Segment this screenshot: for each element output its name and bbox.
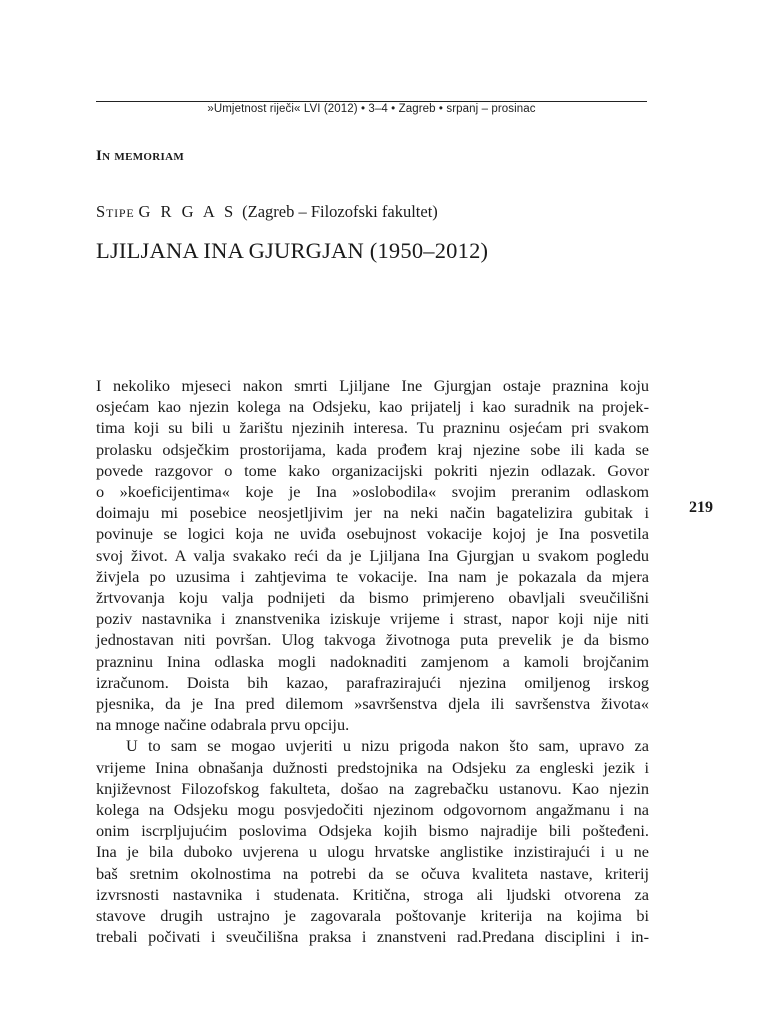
header-rule (96, 101, 647, 102)
text-line: poziv nastavnika i znanstvenika iziskuje vrijeme i strast, napor koji nije niti (96, 609, 649, 629)
author-line (96, 202, 438, 222)
text-line: Ina je bila duboko uvjerena u ulogu hrvatske anglistike inzistirajući i u ne (96, 842, 649, 862)
author-first-name: Stipe (96, 202, 135, 221)
text-line: trebali počivati i sveučilišna praksa i znanstveni rad.Predana disciplini i in- (96, 927, 649, 947)
text-line: I nekoliko mjeseci nakon smrti Ljiljane Ine Gjurgjan ostaje praznina koju (96, 376, 649, 395)
text-line: kolega na Odsjeku mogu posvjedočiti njezinom odgovornom angažmanu i na (96, 800, 649, 820)
paragraph-1 (96, 375, 649, 735)
running-header: »Umjetnost riječi« LVI (2012) • 3–4 • Zagreb • srpanj – prosinac (207, 103, 536, 115)
text-line: povede razgovor o tome kako organizacijski pokriti njezin odlazak. Govor (96, 460, 649, 480)
text-line: U to sam se mogao uvjeriti u nizu prigoda nakon što sam, upravo za (126, 736, 649, 756)
text-line: književnost Filozofskog fakulteta, došao na zagrebačku ustanovu. Kao njezin (96, 778, 649, 798)
author-last-name: G R G A S (138, 202, 237, 221)
text-line: izračunom. Doista bih kazao, parafrazirajući njezina omiljenog irskog (96, 672, 649, 692)
section-label: In memoriam (96, 148, 185, 164)
text-line: tima koji su bili u žarištu njezinih interesa. Tu prazninu osjećam pri svakom (96, 418, 649, 438)
text-line: baš sretnim okolnostima na potrebi da se očuva kvaliteta nastave, kriterij (96, 863, 649, 883)
text-line: svoj život. A valja svakako reći da je Ljiljana Ina Gjurgjan u svakom pogledu (96, 545, 649, 565)
text-line: jednostavan niti površan. Ulog takvoga životnoga puta prevelik je da bismo (96, 630, 649, 650)
text-line: osjećam kao njezin kolega na Odsjeku, kao prijatelj i kao suradnik na projek- (96, 397, 649, 417)
paragraph-2 (96, 735, 649, 947)
text-line: pjesnika, da je Ina pred dilemom »savršenstva djela ili savršenstva života« (96, 694, 649, 714)
text-line: izvrsnosti nastavnika i studenata. Kritična, stroga ali ljudski otvorena za (96, 884, 649, 904)
text-line: onim iscrpljujućim poslovima Odsjeka kojih bismo najradije bili pošteđeni. (96, 821, 649, 841)
text-line: vrijeme Inina obnašanja dužnosti predstojnika na Odsjeku za engleski jezik i (96, 757, 649, 777)
text-line: prolasku odsječkim prostorijama, kada prođem kraj njezine sobe ili kada se (96, 439, 649, 459)
author-affiliation: (Zagreb – Filozofski fakultet) (242, 202, 438, 221)
article-body (96, 375, 649, 947)
text-line: doimaju mi posebice neosjetljivim jer na neki način bagatelizira gubitak i (96, 503, 649, 523)
text-line: stavove drugih ustrajno je zagovarala poštovanje kriterija na kojima bi (96, 906, 649, 926)
text-line: žrtvovanja koju valja podnijeti da bismo primjereno obavljali sveučilišni (96, 588, 649, 608)
text-line: povinuje se logici koja ne uviđa osebujnost vokacije kojoj je Ina posvetila (96, 524, 649, 544)
page-number: 219 (689, 499, 713, 516)
text-line: na mnoge načine odabrala prvu opciju. (96, 715, 350, 735)
article-title: LJILJANA INA GJURGJAN (1950–2012) (96, 238, 489, 263)
text-line: prazninu Inina odlaska mogli nadoknaditi zamjenom a kamoli brojčanim (96, 651, 649, 671)
text-line: o »koeficijentima« koje je Ina »oslobodila« svojim preranim odlaskom (96, 482, 649, 502)
text-line: živjela po uzusima i zahtjevima te vokacije. Ina nam je pokazala da mjera (96, 566, 649, 586)
